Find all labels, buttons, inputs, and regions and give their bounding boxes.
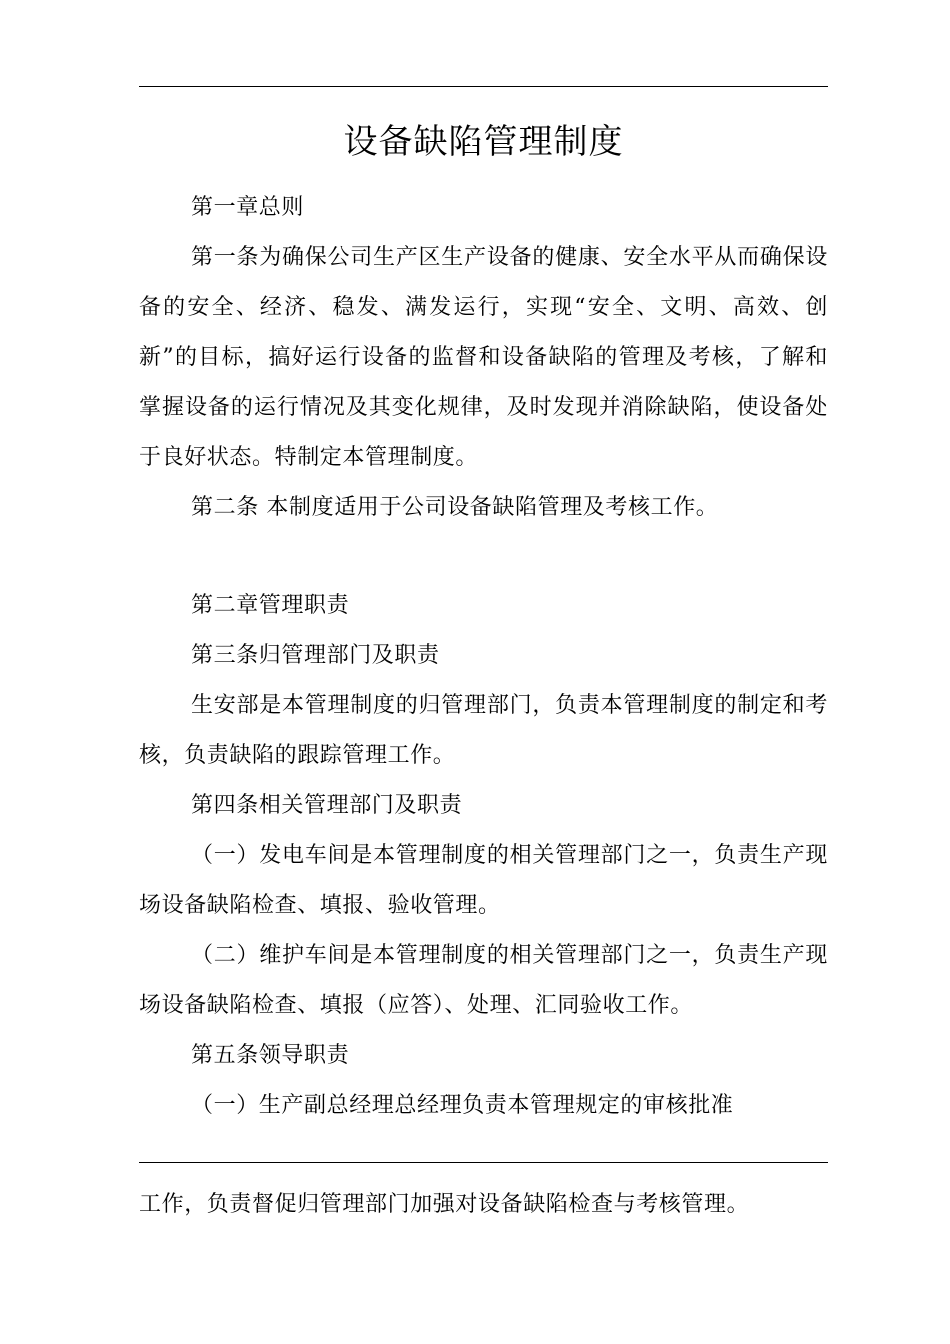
article-paragraph: 生安部是本管理制度的归管理部门，负责本管理制度的制定和考核，负责缺陷的跟踪管理工作。 <box>139 693 828 768</box>
chapter-heading: 第一章总则 <box>191 195 305 220</box>
article-heading: 第五条领导职责 <box>191 1043 350 1068</box>
page-continuation-text: 工作，负责督促归管理部门加强对设备缺陷检查与考核管理。 <box>139 1192 750 1217</box>
document-body <box>139 183 828 1131</box>
paragraph-spacer <box>139 533 828 581</box>
list-item: （二）维护车间是本管理制度的相关管理部门之一，负责生产现场设备缺陷检查、填报（应答）、处理、汇同验收工作。 <box>139 943 828 1018</box>
chapter-heading: 第二章管理职责 <box>191 593 350 618</box>
article-heading: 第三条归管理部门及职责 <box>191 643 440 668</box>
document-title: 设备缺陷管理制度 <box>343 122 624 162</box>
article-paragraph: 第一条为确保公司生产区生产设备的健康、安全水平从而确保设备的安全、经济、稳发、满发运行，实现“安全、文明、高效、创新”的目标，搞好运行设备的监督和设备缺陷的管理及考核，了解和掌握设备的运行情况及其变化规律，及时发现并消除缺陷，使设备处于良好状态。特制定本管理制度。 <box>139 245 828 470</box>
list-item: （一）生产副总经理总经理负责本管理规定的审核批准 <box>191 1093 734 1118</box>
article-paragraph: 第二条 本制度适用于公司设备缺陷管理及考核工作。 <box>191 495 719 520</box>
top-rule <box>139 86 828 87</box>
bottom-rule <box>139 1162 828 1163</box>
list-item: （一）发电车间是本管理制度的相关管理部门之一，负责生产现场设备缺陷检查、填报、验收管理。 <box>139 843 828 918</box>
article-heading: 第四条相关管理部门及职责 <box>191 793 463 818</box>
